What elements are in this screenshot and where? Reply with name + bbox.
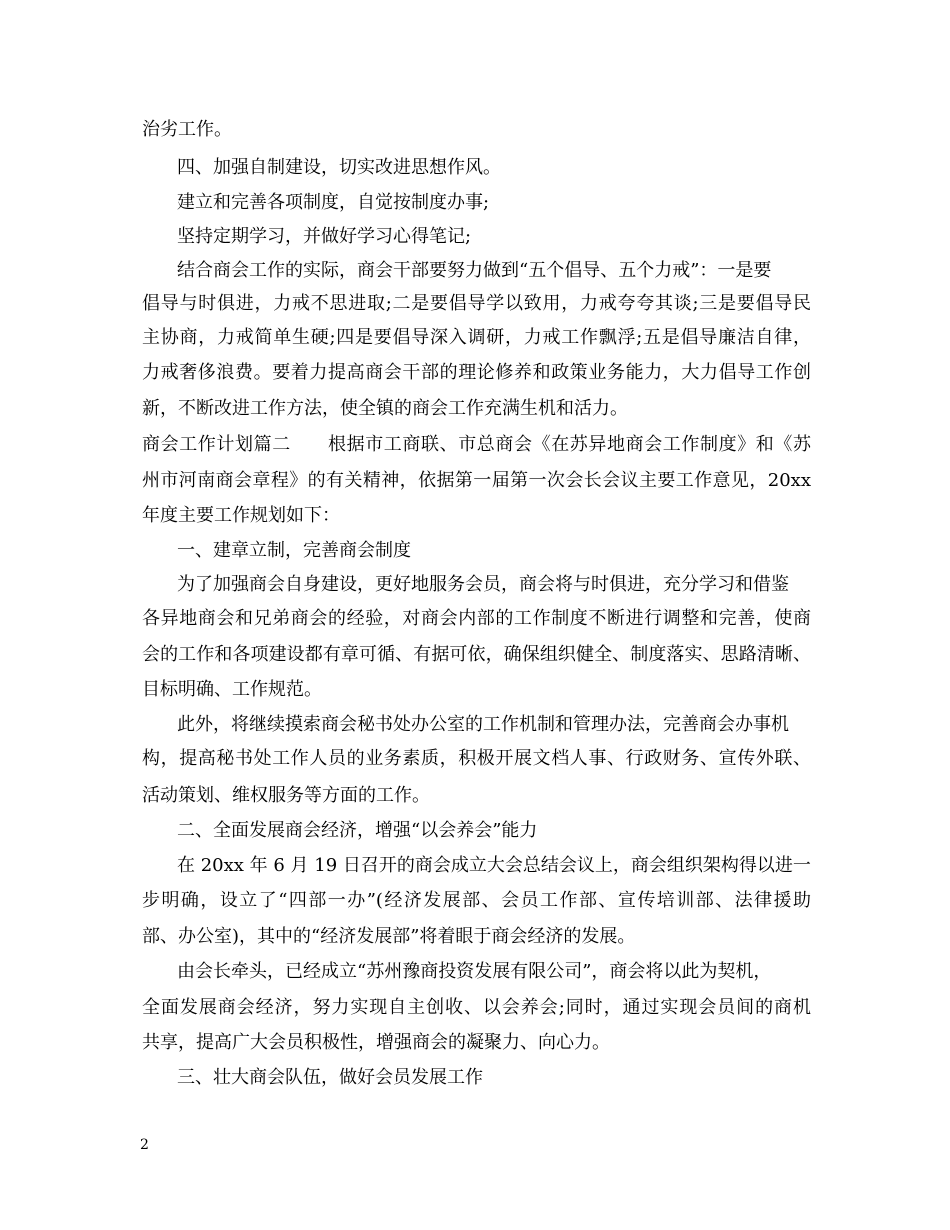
section-heading: 四、加强自制建设，切实改进思想作风。 <box>177 157 501 178</box>
section-heading: 二、全面发展商会经济，增强“以会养会”能力 <box>177 820 538 841</box>
text-line: 坚持定期学习，并做好学习心得笔记; <box>177 226 472 247</box>
text-line: 目标明确、工作规范。 <box>142 679 322 700</box>
text-line: 建立和完善各项制度，自觉按制度办事; <box>177 192 490 213</box>
text-line: 此外，将继续摸索商会秘书处办公室的工作机制和管理办法，完善商会办事机 <box>177 714 789 735</box>
text-line: 为了加强商会自身建设，更好地服务会员，商会将与时俱进，充分学习和借鉴 <box>177 574 789 595</box>
text-line: 活动策划、维权服务等方面的工作。 <box>142 785 430 806</box>
section-heading: 一、建章立制，完善商会制度 <box>177 540 411 561</box>
page-number: 2 <box>140 1137 149 1153</box>
text-line: 治劣工作。 <box>142 119 232 140</box>
text-line: 全面发展商会经济，努力实现自主创收、以会养会;同时，通过实现会员间的商机 <box>142 997 811 1018</box>
text-line: 倡导与时俱进，力戒不思进取;二是要倡导学以致用，力戒夸夸其谈;三是要倡导民 <box>142 293 811 314</box>
section-heading: 三、壮大商会队伍，做好会员发展工作 <box>177 1067 483 1088</box>
text-line: 新，不断改进工作方法，使全镇的商会工作充满生机和活力。 <box>142 398 628 419</box>
text-line: 各异地商会和兄弟商会的经验，对商会内部的工作制度不断进行调整和完善，使商 <box>142 608 811 629</box>
text-line: 构，提高秘书处工作人员的业务素质，积极开展文档人事、行政财务、宣传外联、 <box>142 748 811 769</box>
text-line: 会的工作和各项建设都有章可循、有据可依，确保组织健全、制度落实、思路清晰、 <box>142 644 811 665</box>
text-line: 力戒奢侈浪费。要着力提高商会干部的理论修养和政策业务能力，大力倡导工作创 <box>142 362 811 383</box>
text-line: 结合商会工作的实际，商会干部要努力做到“五个倡导、五个力戒”：一是要 <box>177 260 772 281</box>
text-line: 共享，提高广大会员积极性，增强商会的凝聚力、向心力。 <box>142 1032 610 1053</box>
text-line: 部、办公室)，其中的“经济发展部”将着眼于商会经济的发展。 <box>142 926 636 947</box>
text-line: 步明确，设立了“四部一办”(经济发展部、会员工作部、宣传培训部、法律援助 <box>142 890 811 911</box>
text-line: 由会长牵头，已经成立“苏州豫商投资发展有限公司”，商会将以此为契机， <box>177 961 772 982</box>
text-line: 主协商，力戒简单生硬;四是要倡导深入调研，力戒工作飘浮;五是倡导廉洁自律， <box>142 327 811 348</box>
text-line: 年度主要工作规划如下： <box>142 505 340 526</box>
text-line: 州市河南商会章程》的有关精神，依据第一届第一次会长会议主要工作意见，20xx <box>142 470 811 491</box>
text-line: 商会工作计划篇二 根据市工商联、市总商会《在苏异地商会工作制度》和《苏 <box>142 434 811 455</box>
text-line: 在 20xx 年 6 月 19 日召开的商会成立大会总结会议上，商会组织架构得以进一 <box>177 855 811 876</box>
